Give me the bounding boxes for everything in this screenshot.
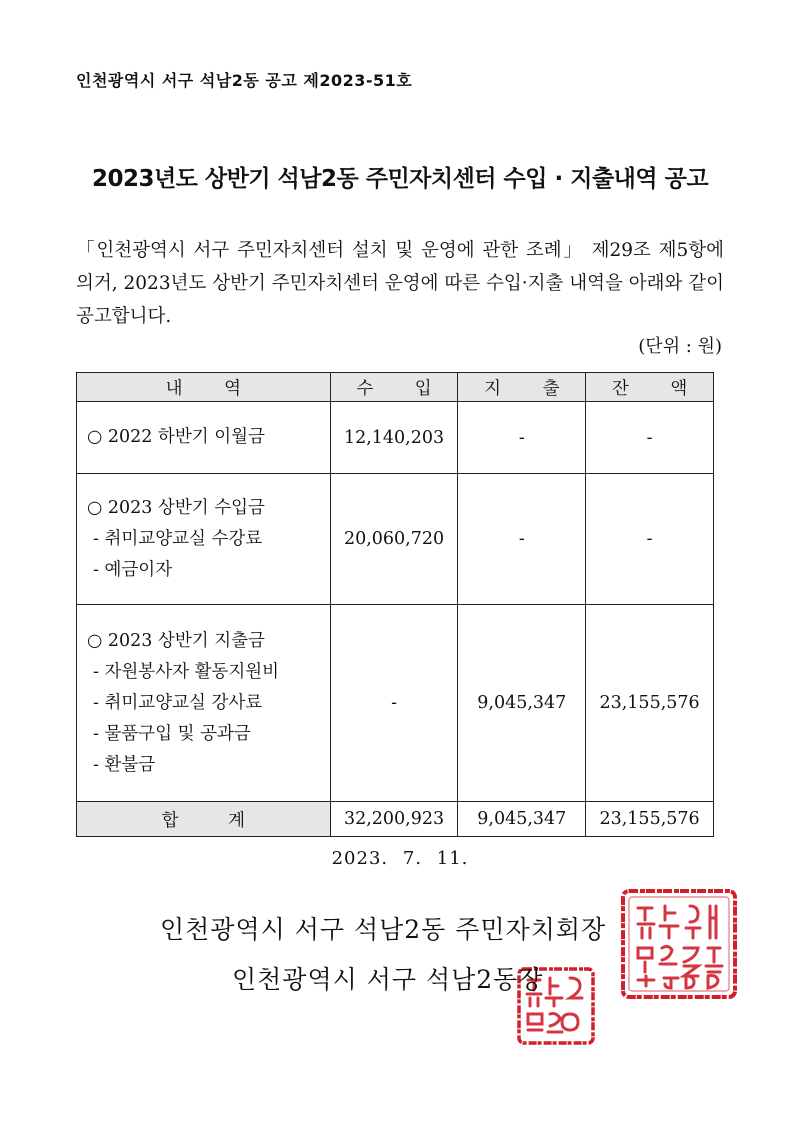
line-item: - 예금이자 [93,559,173,580]
table-row [77,605,714,802]
table-header-row [77,373,714,402]
row-expense: - [458,402,586,474]
row-balance: - [586,474,714,605]
unit-label: (단위 : 원) [638,336,722,357]
row-expense: 9,045,347 [458,605,586,802]
header-income: 수 입 [330,373,458,402]
total-expense: 9,045,347 [458,802,586,837]
row-income: - [330,605,458,802]
line-item: ○ 2023 상반기 수입금 [87,497,265,518]
notice-number: 인천광역시 서구 석남2동 공고 제2023-51호 [76,71,413,90]
row-description [77,474,331,605]
total-row [77,802,714,837]
line-item: - 자원봉사자 활동지원비 [93,661,280,682]
table-row [77,474,714,605]
header-description: 내 역 [77,373,331,402]
signatory-dong-chief: 인천광역시 서구 석남2동장 [232,965,544,994]
row-income: 12,140,203 [330,402,458,474]
total-income: 32,200,923 [330,802,458,837]
line-item: - 취미교양교실 수강료 [93,528,263,549]
line-item: ○ 2022 하반기 이월금 [87,427,265,447]
row-expense: - [458,474,586,605]
row-description [77,402,331,474]
total-balance: 23,155,576 [586,802,714,837]
table-row [77,402,714,474]
line-item: - 물품구입 및 공과금 [93,723,251,744]
line-item: - 환불금 [93,754,156,775]
row-balance: - [586,402,714,474]
notice-date: 2023. 7. 11. [331,848,469,869]
header-balance: 잔 액 [586,373,714,402]
line-item: - 취미교양교실 강사료 [93,692,263,713]
header-expense: 지 출 [458,373,586,402]
row-income: 20,060,720 [330,474,458,605]
notice-body: 「인천광역시 서구 주민자치센터 설치 및 운영에 관한 조례」 제29조 제5항에 의거, 2023년도 상반기 주민자치센터 운영에 따른 수입·지출 내역을 아래와 같이 공고합니다. [76,240,724,327]
line-item: ○ 2023 상반기 지출금 [87,630,265,651]
committee-seal-stamp [620,888,738,1000]
document-title: 2023년도 상반기 석남2동 주민자치센터 수입 · 지출내역 공고 [91,166,709,192]
signatory-committee-chair: 인천광역시 서구 석남2동 주민자치회장 [160,915,607,944]
row-description [77,605,331,802]
row-balance: 23,155,576 [586,605,714,802]
ledger-table [76,372,714,837]
total-label: 합 계 [77,802,331,837]
